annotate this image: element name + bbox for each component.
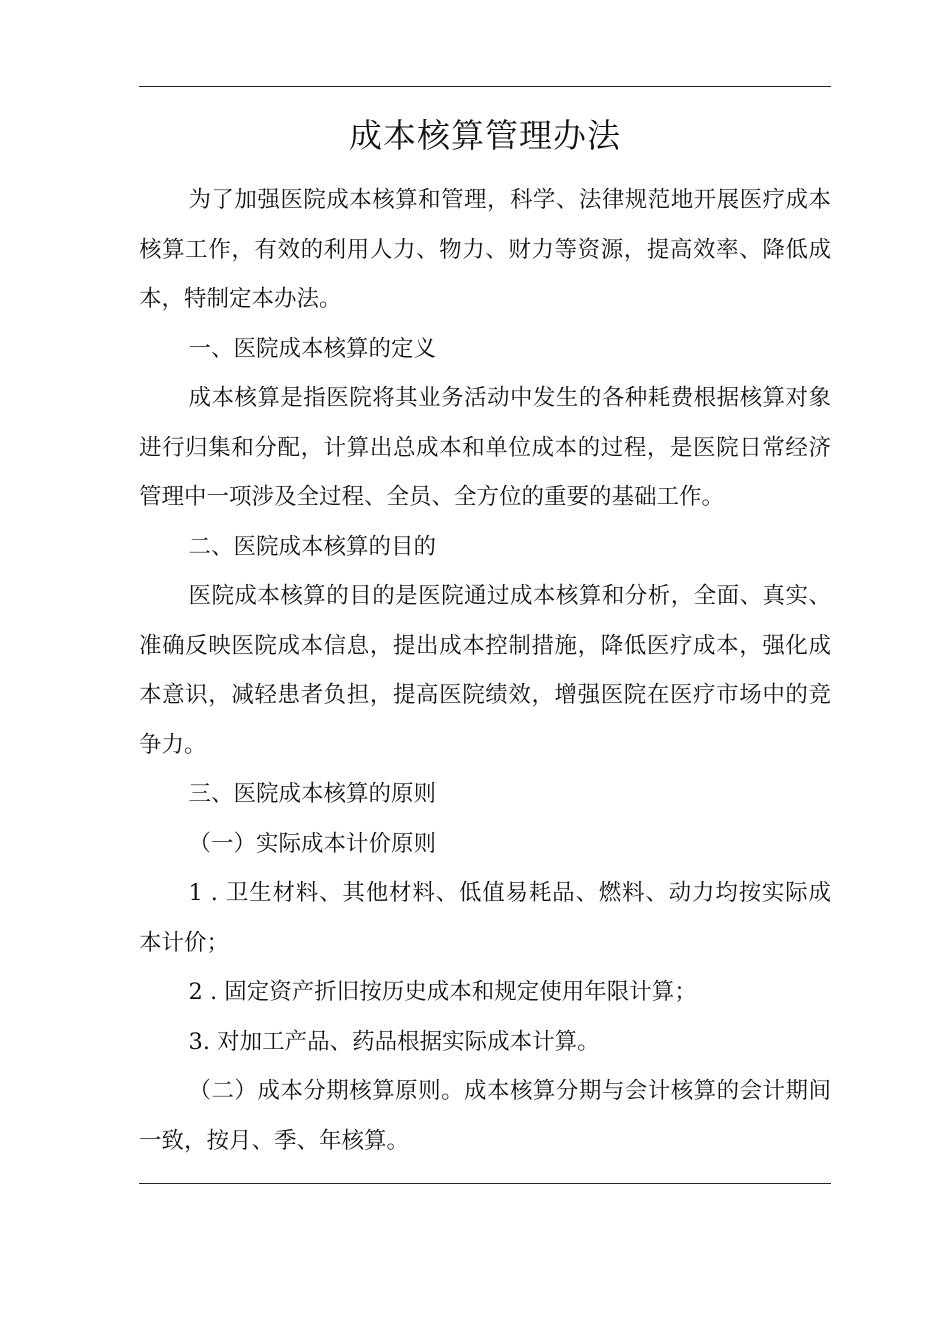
- section-heading-principles: 三、医院成本核算的原则: [188, 781, 437, 807]
- footer-rule: [139, 1183, 831, 1184]
- subsection-period-accounting: （二）成本分期核算原则。成本核算分期与会计核算的会计期间一致，按月、季、年核算。: [139, 1078, 831, 1154]
- header-rule: [139, 86, 831, 87]
- list-item: 3. 对加工产品、药品根据实际成本计算。: [188, 1028, 600, 1055]
- purpose-paragraph: 医院成本核算的目的是医院通过成本核算和分析，全面、真实、准确反映医院成本信息，提出成本控制措施，降低医疗成本，强化成本意识，减轻患者负担，提高医院绩效，增强医院在医疗市场中的竞争力。: [139, 583, 831, 758]
- document-body: [139, 176, 831, 1166]
- section-heading-definition: 一、医院成本核算的定义: [188, 335, 437, 362]
- intro-paragraph: 为了加强医院成本核算和管理，科学、法律规范地开展医疗成本核算工作，有效的利用人力、物力、财力等资源，提高效率、降低成本，特制定本办法。: [139, 187, 831, 312]
- subsection-actual-cost: （一）实际成本计价原则: [188, 830, 437, 857]
- section-heading-purpose: 二、医院成本核算的目的: [188, 533, 437, 560]
- definition-paragraph: 成本核算是指医院将其业务活动中发生的各种耗费根据核算对象进行归集和分配，计算出总成本和单位成本的过程，是医院日常经济管理中一项涉及全过程、全员、全方位的重要的基础工作。: [139, 385, 831, 510]
- list-item: 1 . 卫生材料、其他材料、低值易耗品、燃料、动力均按实际成本计价；: [139, 880, 831, 956]
- list-item: 2 . 固定资产折旧按历史成本和规定使用年限计算；: [188, 979, 697, 1005]
- page-title: 成本核算管理办法: [349, 116, 621, 155]
